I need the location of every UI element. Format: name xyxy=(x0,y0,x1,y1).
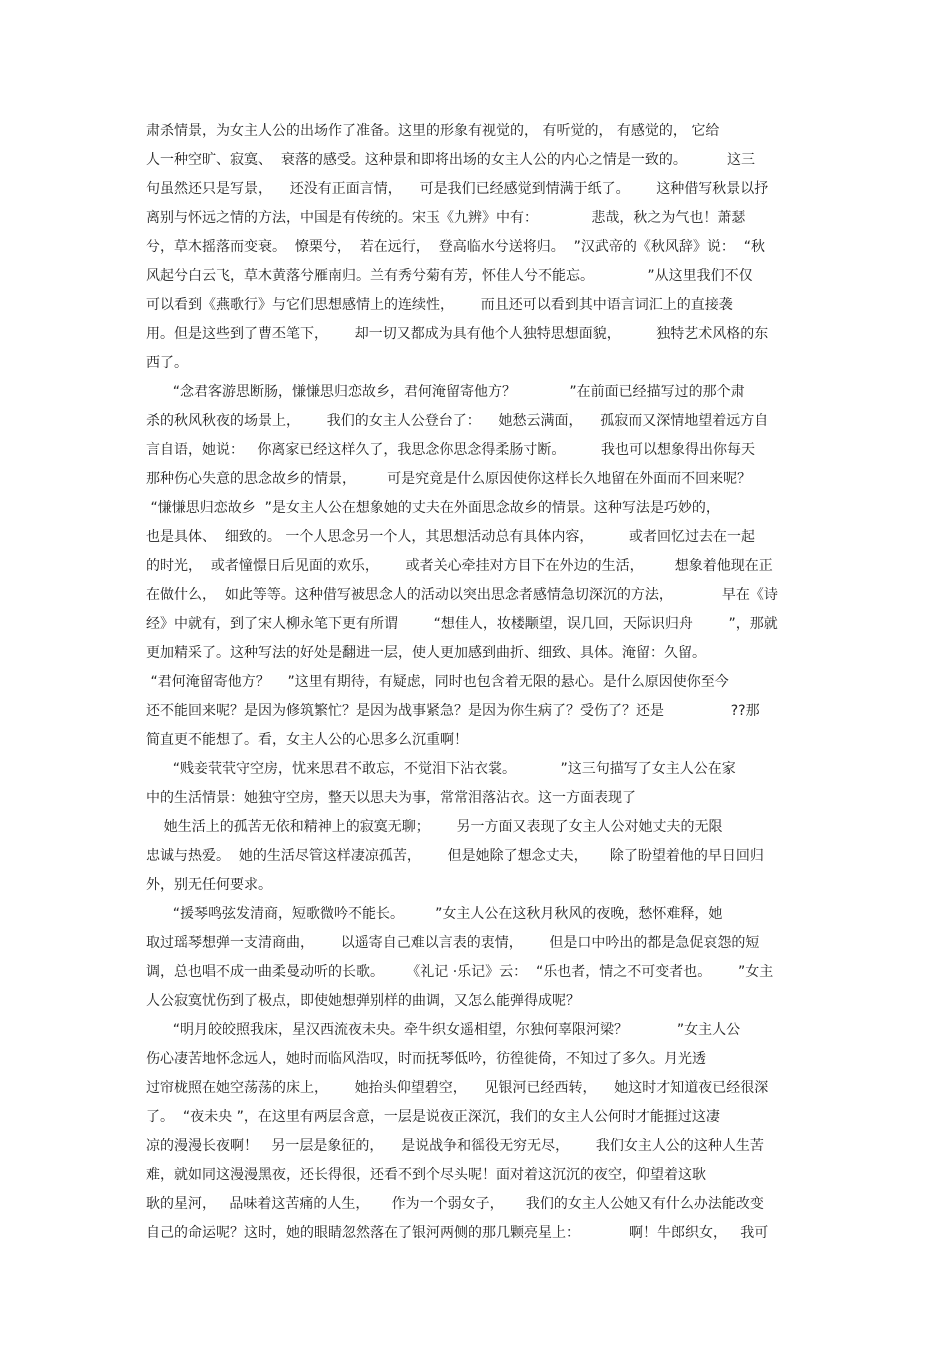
text-line: 难，就如同这漫漫黑夜，还长得很，还看不到个尽头呢！面对着这沉沉的夜空，仰望着这耿 xyxy=(146,1167,706,1183)
text-line: 自己的命运呢？这时，她的眼睛忽然落在了银河两侧的那几颗亮星上： 啊！牛郎织女， 我可 xyxy=(146,1225,769,1241)
text-line: 兮，草木摇落而变衰。 憭栗兮， 若在远行， 登高临水兮送将归。 ”汉武帝的《秋风辞》说： “秋 xyxy=(146,239,766,255)
text-line: 人一种空旷、寂寞、 衰落的感受。这种景和即将出场的女主人公的内心之情是一致的。 这三 xyxy=(146,152,755,168)
text-line: 离别与怀远之情的方法，中国是有传统的。宋玉《九辨》中有： 悲哉，秋之为气也！萧瑟 xyxy=(146,210,746,226)
text-line: 杀的秋风秋夜的场景上， 我们的女主人公登台了： 她愁云满面， 孤寂而又深情地望着远方自 xyxy=(146,413,769,429)
text-line: 那种伤心失意的思念故乡的情景， 可是究竟是什么原因使你这样长久地留在外面而不回来呢？ xyxy=(146,471,752,487)
text-line: 中的生活情景：她独守空房，整天以思夫为事，常常泪落沾衣。这一方面表现了 xyxy=(146,790,636,806)
text-line: 取过瑶琴想弹一支清商曲， 以遥寄自己难以言表的衷情， 但是口中吟出的都是急促哀怨的短 xyxy=(146,935,760,951)
text-line: 凉的漫漫长夜啊！ 另一层是象征的， 是说战争和徭役无穷无尽， 我们女主人公的这种人生苦 xyxy=(146,1138,764,1154)
text-line: 可以看到《燕歌行》与它们思想感情上的连续性， 而且还可以看到其中语言词汇上的直接袭 xyxy=(146,297,733,313)
text-line: 用。但是这些到了曹丕笔下， 却一切又都成为具有他个人独特思想面貌， 独特艺术风格的东 xyxy=(146,326,769,342)
text-line: 还不能回来呢？是因为修筑繁忙？是因为战事紧急？是因为你生病了？受伤了？还是 ??那 xyxy=(146,703,760,719)
text-line: 了。 “夜未央 ”，在这里有两层含意，一层是说夜正深沉，我们的女主人公何时才能捱过这凄 xyxy=(146,1109,720,1125)
text-line: 外，别无任何要求。 xyxy=(146,877,272,893)
text-line: 也是具体、 细致的。 一个人思念另一个人，其思想活动总有具体内容， 或者回忆过去在一起 xyxy=(146,529,755,545)
text-line: “援琴鸣弦发清商，短歌微吟不能长。 ”女主人公在这秋月秋风的夜晚，愁怀难释，她 xyxy=(146,906,723,922)
text-line: 经》中就有，到了宋人柳永笔下更有所谓 “想佳人，妆楼颙望，误几回，天际识归舟 ”，那就 xyxy=(146,616,778,632)
text-line: 在做什么， 如此等等。这种借写被思念人的活动以突出思念者感情急切深沉的方法， 早在《诗 xyxy=(146,587,778,603)
text-line: 风起兮白云飞，草木黄落兮雁南归。兰有秀兮菊有芳，怀佳人兮不能忘。 ”从这里我们不仅 xyxy=(146,268,753,284)
text-line: 耿的星河， 品味着这苦痛的人生， 作为一个弱女子， 我们的女主人公她又有什么办法能改变 xyxy=(146,1196,764,1212)
text-line: 更加精采了。这种写法的好处是翻进一层，使人更加感到曲折、细致、具体。淹留：久留。 xyxy=(146,645,706,661)
text-line: 言自语，她说： 你离家已经这样久了，我思念你思念得柔肠寸断。 我也可以想象得出你每天 xyxy=(146,442,755,458)
text-line: 人公寂寞忧伤到了极点，即使她想弹别样的曲调，又怎么能弹得成呢？ xyxy=(146,993,580,1009)
text-line: “明月皎皎照我床，星汉西流夜未央。牵牛织女遥相望，尔独何辜限河梁？ ”女主人公 xyxy=(146,1022,741,1038)
text-line: “念君客游思断肠，慊慊思归恋故乡，君何淹留寄他方？ ”在前面已经描写过的那个肃 xyxy=(146,384,745,400)
text-line: 肃杀情景，为女主人公的出场作了准备。这里的形象有视觉的， 有听觉的， 有感觉的， 它给 xyxy=(146,123,720,139)
text-line: 的时光， 或者憧憬日后见面的欢乐， 或者关心牵挂对方目下在外边的生活， 想象着他现在正 xyxy=(146,558,773,574)
text-line: 调，总也唱不成一曲柔曼动听的长歌。 《礼记 ·乐记》云： “乐也者，情之不可变者也。 ”女主 xyxy=(146,964,774,980)
text-line: 过帘栊照在她空荡荡的床上， 她抬头仰望碧空， 见银河已经西转， 她这时才知道夜已经很深 xyxy=(146,1080,769,1096)
text-line: 忠诚与热爱。 她的生活尽管这样凄凉孤苦， 但是她除了想念丈夫， 除了盼望着他的早日回归 xyxy=(146,848,764,864)
text-line: 伤心凄苦地怀念远人，她时而临风浩叹，时而抚琴低吟，彷徨徙倚，不知过了多久。月光透 xyxy=(146,1051,706,1067)
text-line: “君何淹留寄他方？ ”这里有期待，有疑虑，同时也包含着无限的悬心。是什么原因使你至今 xyxy=(146,674,729,690)
text-line: “慊慊思归恋故乡 ”是女主人公在想象她的丈夫在外面思念故乡的情景。这种写法是巧妙的， xyxy=(146,500,720,516)
text-line: 简直更不能想了。看，女主人公的心思多么沉重啊！ xyxy=(146,732,468,748)
text-line: “贱妾茕茕守空房，忧来思君不敢忘，不觉泪下沾衣裳。 ”这三句描写了女主人公在家 xyxy=(146,761,736,777)
text-line: 她生活上的孤苦无依和精神上的寂寞无聊； 另一方面又表现了女主人公对她丈夫的无限 xyxy=(146,819,723,835)
text-line: 西了。 xyxy=(146,355,188,371)
text-line: 句虽然还只是写景， 还没有正面言情， 可是我们已经感觉到情满于纸了。 这种借写秋景以抒 xyxy=(146,181,769,197)
